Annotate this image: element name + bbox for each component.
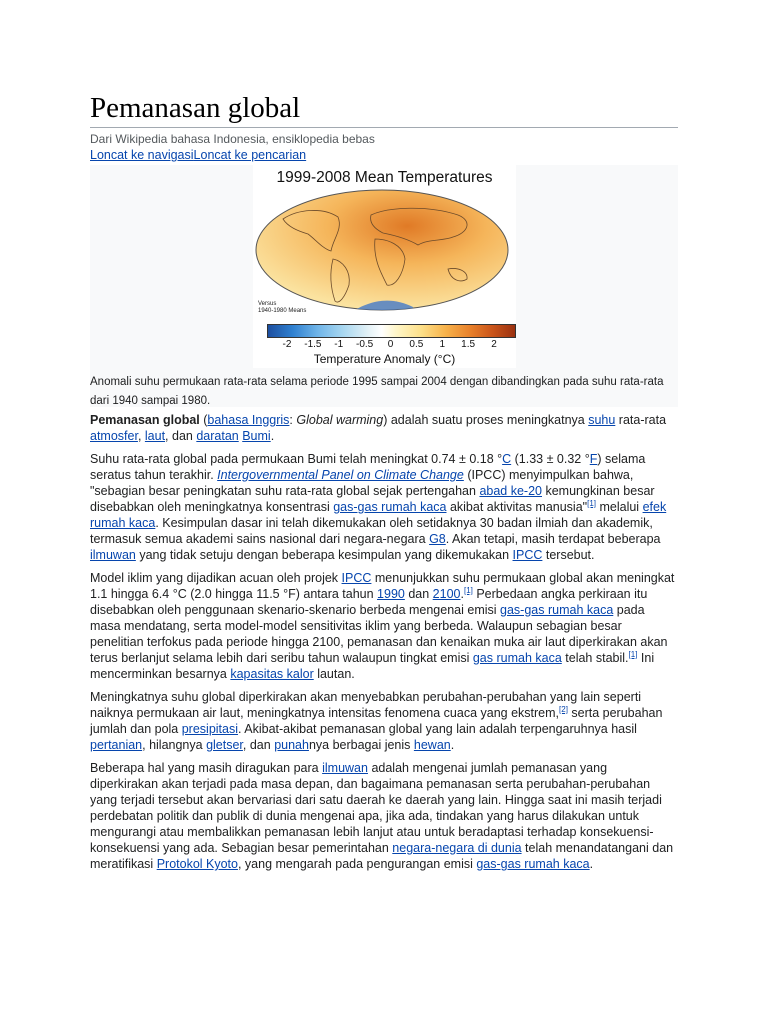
text: Perbedaan angka perkiraan itu disebabkan oleh penggunaan skenario-skenario berbeda mengenai emisi: [90, 587, 648, 617]
paragraph-4: [90, 689, 678, 753]
temperature-map-image[interactable]: [253, 165, 516, 368]
link-kapasitas-kalor[interactable]: kapasitas kalor: [230, 667, 314, 681]
site-subtitle: Dari Wikipedia bahasa Indonesia, ensiklopedia bebas: [90, 132, 375, 146]
temperature-colorbar: [267, 324, 516, 338]
colorbar-ticks: [267, 337, 514, 351]
link-gas-rumah-kaca[interactable]: gas-gas rumah kaca: [333, 500, 447, 514]
english-term: Global warming: [296, 413, 384, 427]
text: , yang mengarah pada pengurangan emisi: [237, 857, 477, 871]
text: ,: [137, 429, 145, 443]
paragraph-intro: [90, 412, 678, 444]
reference-1[interactable]: [1]: [587, 498, 597, 508]
text: melalui: [596, 500, 643, 514]
link-protokol-kyoto[interactable]: Protokol Kyoto: [156, 857, 238, 871]
link-hewan[interactable]: hewan: [413, 738, 451, 752]
link-g8[interactable]: G8: [429, 532, 446, 546]
colorbar-tick: 1: [439, 339, 446, 350]
text: .: [450, 738, 455, 752]
bold-term: Pemanasan global: [90, 413, 200, 427]
text: Ini mencerminkan besarnya: [90, 651, 655, 681]
jump-to-navigation-link[interactable]: Loncat ke navigasi: [90, 148, 194, 162]
text: Meningkatnya suhu global diperkirakan akan menyebabkan perubahan-perubahan yang lain seperti naiknya permukaan air laut, meningkatnya intensitas fenomena cuaca yang ekstrem,: [90, 690, 642, 720]
colorbar-tick: -0.5: [356, 339, 374, 350]
text: .: [460, 587, 464, 601]
link-suhu[interactable]: suhu: [588, 413, 616, 427]
jump-to-search-link[interactable]: Loncat ke pencarian: [193, 148, 307, 162]
link-bahasa-inggris[interactable]: bahasa Inggris: [207, 413, 290, 427]
jump-links: [90, 147, 678, 163]
text: ) selama seratus tahun terakhir.: [90, 452, 646, 482]
text: Suhu rata-rata global pada permukaan Bumi telah meningkat 0.74 ± 0.18 °: [90, 452, 503, 466]
baseline-note: [258, 301, 306, 315]
text: tersebut.: [542, 548, 595, 562]
link-gas-rumah-kaca[interactable]: gas-gas rumah kaca: [476, 857, 590, 871]
colorbar-tick: -2: [282, 339, 292, 350]
text: . Kesimpulan dasar ini telah dikemukakan oleh setidaknya 30 badan ilmiah dan akademik, termasuk semua akademi sains nasional dari negara-negara: [90, 516, 653, 546]
colorbar-tick: -1.5: [304, 339, 322, 350]
text: , dan: [242, 738, 275, 752]
text: , dan: [165, 429, 197, 443]
colorbar-tick: -1: [334, 339, 344, 350]
text: . Akan tetapi, masih terdapat beberapa: [445, 532, 661, 546]
text: Model iklim yang dijadikan acuan oleh projek: [90, 571, 342, 585]
link-efek-rumah-kaca[interactable]: efek rumah kaca: [90, 500, 667, 530]
text: .: [270, 429, 275, 443]
link-laut[interactable]: laut: [144, 429, 166, 443]
text: akibat aktivitas manusia": [446, 500, 588, 514]
paragraph-2: [90, 451, 678, 563]
colorbar-tick: 0.5: [409, 339, 424, 350]
text: rata-rata: [615, 413, 667, 427]
link-ipcc-full[interactable]: [217, 468, 464, 482]
text: (: [199, 413, 208, 427]
text: (IPCC) menyimpulkan bahwa, "sebagian besar peningkatan suhu rata-rata global sejak pertengahan: [90, 468, 634, 498]
link-fahrenheit[interactable]: F: [589, 452, 598, 466]
link-celsius[interactable]: C: [502, 452, 512, 466]
link-ilmuwan[interactable]: ilmuwan: [322, 761, 368, 775]
text: yang tidak setuju dengan beberapa kesimpulan yang dikemukakan: [135, 548, 513, 562]
colorbar-tick: 1.5: [461, 339, 476, 350]
figure-caption: Anomali suhu permukaan rata-rata selama periode 1995 sampai 2004 dengan dibandingkan pada suhu rata-rata dari 1940 sampai 1980.: [90, 376, 664, 407]
reference-1[interactable]: [1]: [463, 585, 473, 595]
link-presipitasi[interactable]: presipitasi: [181, 722, 239, 736]
link-gletser[interactable]: gletser: [206, 738, 243, 752]
reference-1[interactable]: [1]: [628, 649, 638, 659]
link-ipcc[interactable]: IPCC: [341, 571, 372, 585]
text: pada masa mendatang, serta model-model sensitivitas iklim yang berbeda. Walaupun sebagian besar penelitian terfokus pada periode hingga 2100, pemanasan dan kenaikan muka air laut diperkirakan akan terus berlanjut selama lebih dari seribu tahun walaupun tingkat emisi: [90, 603, 668, 665]
page-title: Pemanasan global: [90, 0, 678, 128]
text: nya berbagai jenis: [308, 738, 414, 752]
baseline-note-line2: 1940-1980 Means: [258, 308, 307, 314]
link-ilmuwan[interactable]: ilmuwan: [90, 548, 136, 562]
paragraph-3: [90, 570, 678, 682]
link-ipcc[interactable]: IPCC: [512, 548, 543, 562]
link-pertanian[interactable]: pertanian: [90, 738, 143, 752]
colorbar-label: Temperature Anomaly (°C): [313, 352, 456, 366]
text: adalah mengenai jumlah pemanasan yang diperkirakan akan terjadi pada masa depan, dan bagaimana pemanasan serta perubahan-perubahan yang terjadi tersebut akan bervariasi dari satu daerah ke daerah yang lain. Hingga saat ini masih terjadi perdebatan politik dan publik di dunia mengenai apa, jika ada, tindakan yang harus dilakukan untuk mengurangi atau membalikkan pemanasan lebih lanjut atau untuk beradaptasi terhadap konsekuensi-konsekuensi yang ada. Sebagian besar pemerintahan: [90, 761, 662, 855]
colorbar-tick: 0: [387, 339, 394, 350]
text: (1.33 ± 0.32 °: [511, 452, 590, 466]
text: dan: [404, 587, 433, 601]
link-bumi[interactable]: Bumi: [242, 429, 271, 443]
text: Beberapa hal yang masih diragukan para: [90, 761, 323, 775]
link-2100[interactable]: 2100: [432, 587, 461, 601]
link-punah[interactable]: punah: [274, 738, 309, 752]
image-title: 1999-2008 Mean Temperatures: [276, 169, 493, 186]
text: , hilangnya: [142, 738, 207, 752]
link-gas-rumah-kaca[interactable]: gas rumah kaca: [472, 651, 562, 665]
article: [90, 0, 678, 872]
text: :: [289, 413, 297, 427]
baseline-note-line1: Versus: [258, 301, 277, 307]
link-ipcc-full-text: Intergovernmental Panel on Climate Change: [217, 468, 464, 482]
link-atmosfer[interactable]: atmosfer: [90, 429, 138, 443]
link-negara-negara-di-dunia[interactable]: negara-negara di dunia: [392, 841, 522, 855]
text: menunjukkan suhu permukaan global akan meningkat 1.1 hingga 6.4 °C (2.0 hingga 11.5 °F) antara tahun: [90, 571, 675, 601]
text: telah stabil.: [561, 651, 629, 665]
paragraph-5: [90, 760, 678, 872]
text: kemungkinan besar disebabkan oleh meningkatnya konsentrasi: [90, 484, 655, 514]
colorbar-tick: 2: [491, 339, 497, 350]
text: lautan.: [313, 667, 355, 681]
text: ) adalah suatu proses meningkatnya: [383, 413, 589, 427]
link-1990[interactable]: 1990: [377, 587, 405, 601]
link-daratan[interactable]: daratan: [196, 429, 239, 443]
text: telah menandatangani dan meratifikasi: [90, 841, 674, 871]
thumbnail-figure: [90, 165, 678, 407]
reference-2[interactable]: [2]: [559, 704, 568, 714]
text: .: [589, 857, 594, 871]
text: serta perubahan jumlah dan pola: [90, 706, 663, 736]
link-abad-ke-20[interactable]: abad ke-20: [479, 484, 542, 498]
text: . Akibat-akibat pemanasan global yang lain adalah terpengaruhnya hasil: [238, 722, 637, 736]
link-gas-rumah-kaca[interactable]: gas-gas rumah kaca: [500, 603, 614, 617]
